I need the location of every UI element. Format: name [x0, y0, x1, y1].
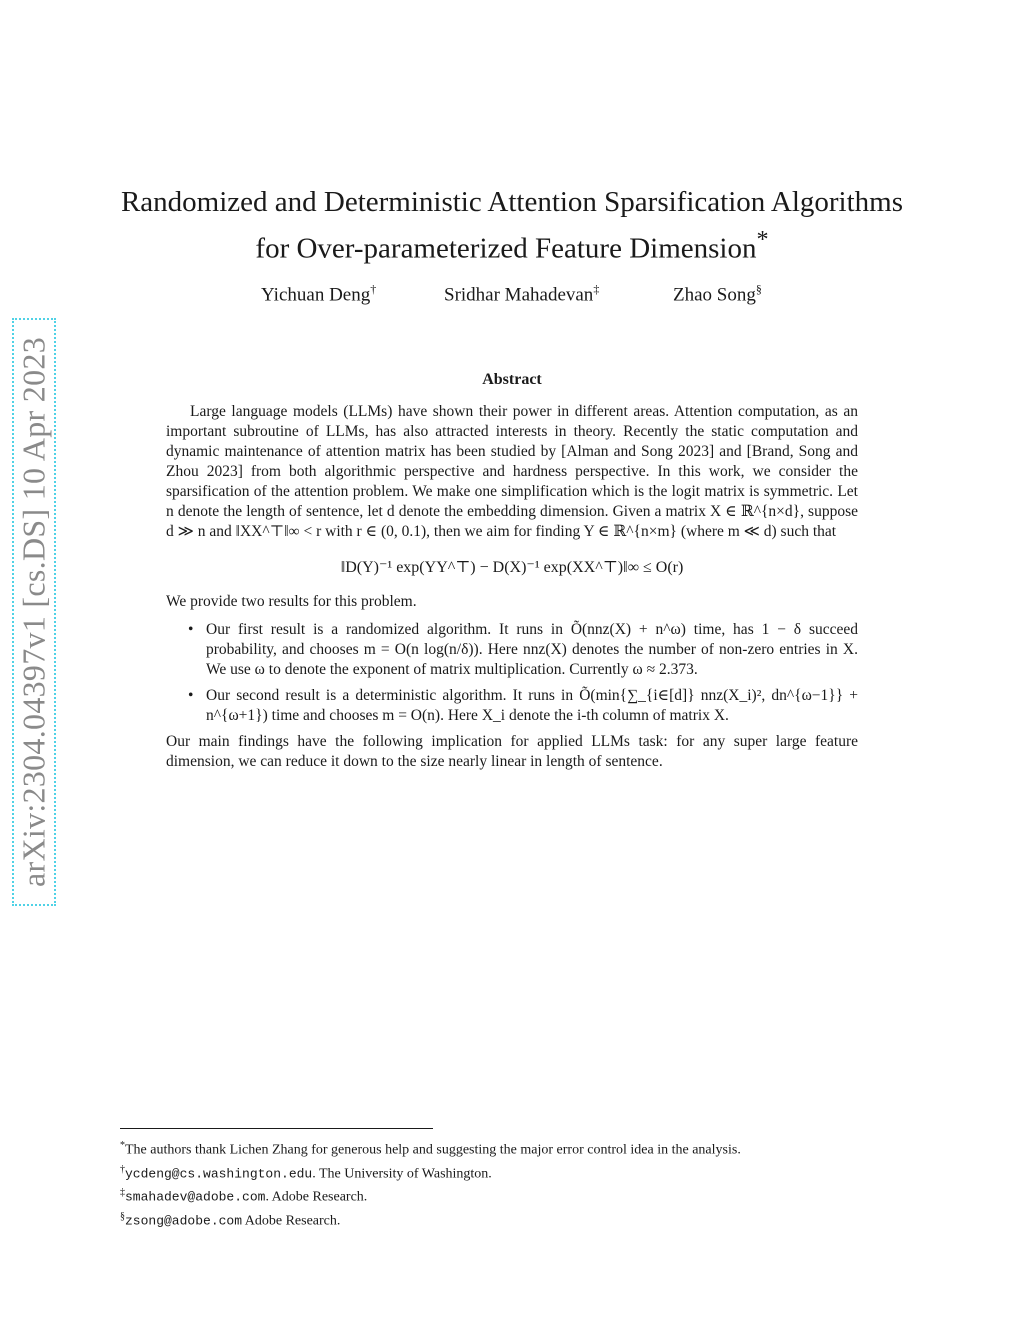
title-footnote-marker: * — [756, 226, 769, 253]
author-1-marker: † — [370, 282, 377, 296]
title-line-1: Randomized and Deterministic Attention Sparsification Algorithms — [120, 186, 904, 218]
author-list — [0, 282, 1024, 306]
author-2-marker: ‡ — [593, 282, 600, 296]
result-item-2: • Our second result is a deterministic algorithm. It runs in Õ(min{∑_{i∈[d]} nnz(X_i)², dn^{ω−1}} + n^{ω+1}) time and chooses m = O(n). Here X_i denote the i-th column of matrix X. — [206, 686, 858, 726]
footnote-4-text: Adobe Research. — [242, 1213, 341, 1229]
author-1-name: Yichuan Deng — [261, 284, 371, 306]
author-2-name: Sridhar Mahadevan — [444, 284, 594, 306]
footnote-3-text: . Adobe Research. — [265, 1189, 368, 1205]
footnote-3-marker: ‡ — [120, 1187, 125, 1199]
footnote-3 — [120, 1183, 910, 1207]
author-3-marker: § — [755, 282, 762, 296]
abstract-heading: Abstract — [482, 371, 542, 388]
author-3-name: Zhao Song — [673, 284, 756, 306]
footnote-4-email-link[interactable]: zsong@adobe.com — [125, 1213, 243, 1229]
results-intro: We provide two results for this problem. — [166, 593, 417, 610]
author-3 — [673, 282, 762, 306]
abstract-equation: ‖D(Y)⁻¹ exp(YY^⊤) − D(X)⁻¹ exp(XX^⊤)‖∞ ≤ O(r) — [340, 559, 684, 576]
results-list — [166, 620, 858, 726]
footnote-3-email-link[interactable]: smahadev@adobe.com — [125, 1189, 266, 1205]
arxiv-stamp — [12, 318, 56, 906]
footnote-1-marker: * — [120, 1140, 125, 1151]
footnote-4-marker: § — [120, 1210, 125, 1222]
footnote-4 — [120, 1207, 910, 1231]
paper-title — [100, 183, 924, 268]
footnote-rule — [120, 1128, 433, 1129]
footnote-2-text: . The University of Washington. — [312, 1166, 492, 1182]
footnote-1-text: The authors thank Lichen Zhang for generous help and suggesting the major error control idea in the analysis. — [125, 1142, 741, 1158]
abstract-closing: Our main findings have the following implication for applied LLMs task: for any super large feature dimension, we can reduce it down to the size nearly linear in length of sentence. — [166, 733, 858, 770]
result-item-1: • Our first result is a randomized algorithm. It runs in Õ(nnz(X) + n^ω) time, has 1 − δ succeed probability, and chooses m = O(n log(n/δ)). Here nnz(X) denotes the number of non-zero entries in X. We use ω to denote the exponent of matrix multiplication. Currently ω ≈ 2.373. — [206, 620, 858, 680]
author-2 — [444, 282, 599, 306]
footnotes — [120, 1128, 910, 1231]
title-line-2: for Over-parameterized Feature Dimension — [255, 232, 757, 265]
footnote-2-email-link[interactable]: ycdeng@cs.washington.edu — [125, 1166, 313, 1182]
footnote-2 — [120, 1160, 910, 1184]
author-1 — [261, 282, 376, 306]
abstract-body — [166, 402, 858, 772]
footnote-2-marker: † — [120, 1163, 125, 1175]
abstract-paragraph: Large language models (LLMs) have shown their power in different areas. Attention computation, as an important subroutine of LLMs, has also attracted interests in theory. Recently the static computation and dynamic maintenance of attention matrix has been studied by [Alman and Song 2023] and [Brand, Song and Zhou 2023] from both algorithmic perspective and hardness perspective. In this work, we consider the sparsification of the attention problem. We make one simplification which is the logit matrix is symmetric. Let n denote the length of sentence, let d denote the embedding dimension. Given a matrix X ∈ ℝ^{n×d}, suppose d ≫ n and ‖XX^⊤‖∞ < r with r ∈ (0, 0.1), then we aim for finding Y ∈ ℝ^{n×m} (where m ≪ d) such that — [166, 403, 858, 540]
footnote-1 — [120, 1136, 910, 1160]
arxiv-stamp-text: arXiv:2304.04397v1 [cs.DS] 10 Apr 2023 — [15, 336, 52, 888]
